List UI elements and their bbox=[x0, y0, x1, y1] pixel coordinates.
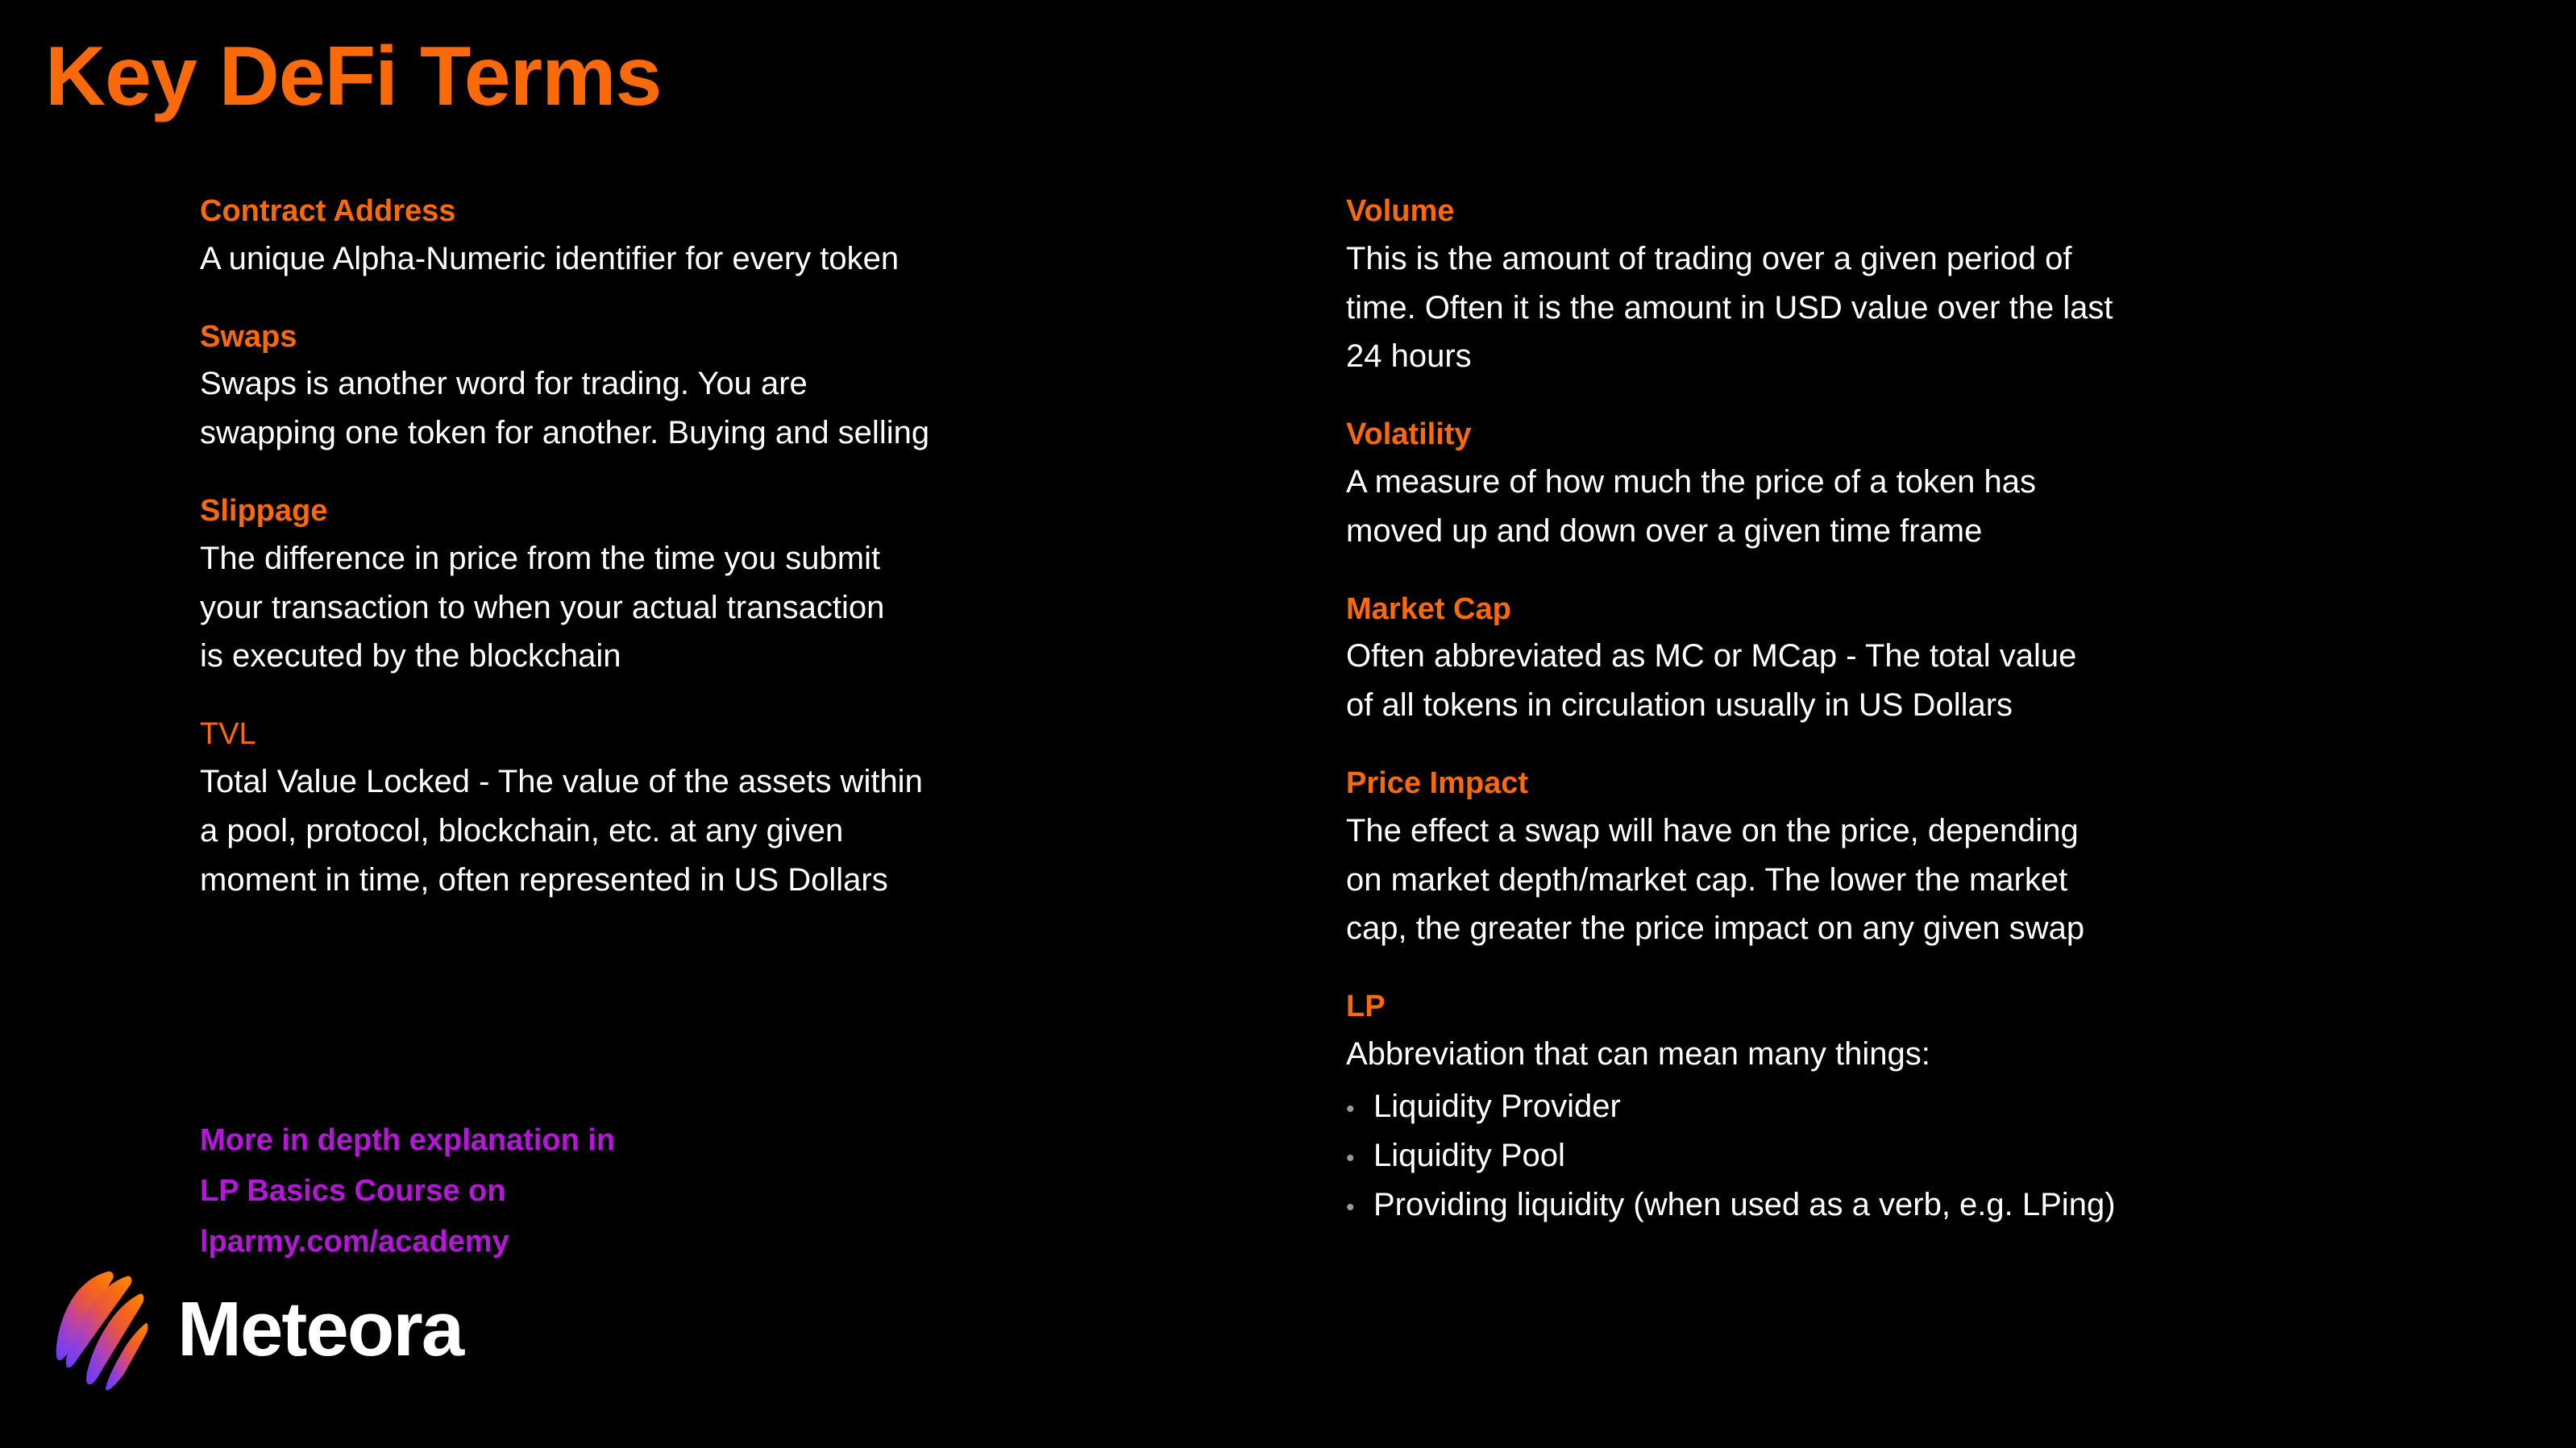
term-body bbox=[200, 534, 1080, 681]
term-body-line: moved up and down over a given time frame bbox=[1346, 512, 1983, 549]
bullet-dot-icon: • bbox=[1346, 1095, 1355, 1122]
term-heading: Market Cap bbox=[1346, 591, 1511, 626]
bullet-dot-icon: • bbox=[1346, 1193, 1355, 1221]
term-heading: Contract Address bbox=[200, 194, 456, 228]
list-item bbox=[1346, 1180, 2160, 1230]
term-heading: Swaps bbox=[200, 319, 297, 354]
meteora-comet-icon bbox=[50, 1269, 148, 1390]
promo-line: LP Basics Course on bbox=[200, 1174, 506, 1209]
term-body-line: a pool, protocol, blockchain, etc. at any given bbox=[200, 812, 844, 848]
term-contract-address bbox=[200, 193, 1080, 284]
term-body-line: moment in time, often represented in US Dollars bbox=[200, 861, 888, 898]
page-title: Key DeFi Terms bbox=[45, 30, 662, 123]
right-column bbox=[1080, 193, 2160, 1229]
term-body-line: A measure of how much the price of a token has bbox=[1346, 464, 2037, 500]
term-body-line: of all tokens in circulation usually in US Dollars bbox=[1346, 687, 2013, 724]
list-item-label: Liquidity Provider bbox=[1373, 1088, 1621, 1124]
list-item-label: Providing liquidity (when used as a verb, e.g. LPing) bbox=[1373, 1186, 2116, 1222]
left-column bbox=[0, 193, 1080, 1229]
list-item-label: Liquidity Pool bbox=[1373, 1137, 1565, 1173]
term-body-line: cap, the greater the price impact on any given swap bbox=[1346, 911, 2085, 947]
term-body-line: your transaction to when your actual transaction bbox=[200, 589, 885, 625]
list-item bbox=[1346, 1082, 2160, 1131]
term-body-line: This is the amount of trading over a given period of bbox=[1346, 240, 2072, 276]
term-body bbox=[1346, 458, 2160, 556]
promo-line: More in depth explanation in bbox=[200, 1123, 616, 1157]
term-body-line: swapping one token for another. Buying and selling bbox=[200, 415, 930, 451]
term-body bbox=[1346, 807, 2160, 953]
bullet-dot-icon: • bbox=[1346, 1144, 1355, 1172]
term-body-line: on market depth/market cap. The lower the market bbox=[1346, 861, 2068, 898]
term-body-line: 24 hours bbox=[1346, 338, 1472, 375]
term-body bbox=[200, 234, 1080, 284]
term-body bbox=[200, 757, 1080, 904]
term-slippage bbox=[200, 493, 1080, 681]
term-body-line: Total Value Locked - The value of the assets within bbox=[200, 764, 923, 800]
term-heading: Price Impact bbox=[1346, 766, 1528, 801]
term-swaps bbox=[200, 319, 1080, 458]
term-body-line: The effect a swap will have on the price, depending bbox=[1346, 812, 2079, 848]
promo-link-url[interactable]: lparmy.com/academy bbox=[200, 1225, 509, 1259]
list-item bbox=[1346, 1131, 2160, 1180]
term-heading: Volume bbox=[1346, 194, 1455, 228]
term-market-cap bbox=[1346, 591, 2160, 730]
term-body bbox=[1346, 1030, 2160, 1079]
term-body bbox=[1346, 632, 2160, 730]
term-heading: TVL bbox=[200, 717, 256, 752]
term-body-line: A unique Alpha-Numeric identifier for every token bbox=[200, 240, 900, 276]
term-volatility bbox=[1346, 417, 2160, 555]
term-tvl bbox=[200, 716, 1080, 904]
term-body-line: is executed by the blockchain bbox=[200, 638, 621, 674]
term-heading: Slippage bbox=[200, 494, 328, 529]
brand-footer bbox=[50, 1269, 463, 1390]
term-heading: LP bbox=[1346, 990, 1386, 1024]
lp-meanings-list bbox=[1346, 1082, 2160, 1229]
term-body bbox=[1346, 234, 2160, 381]
term-body bbox=[200, 359, 1080, 458]
term-heading: Volatility bbox=[1346, 417, 1472, 452]
term-body-line: Often abbreviated as MC or MCap - The total value bbox=[1346, 638, 2077, 674]
academy-promo[interactable] bbox=[200, 1115, 615, 1268]
term-body-line: time. Often it is the amount in USD value over the last bbox=[1346, 289, 2113, 326]
term-body-line: The difference in price from the time you submit bbox=[200, 540, 881, 576]
term-body-line: Abbreviation that can mean many things: bbox=[1346, 1036, 1930, 1073]
term-volume bbox=[1346, 193, 2160, 381]
term-price-impact bbox=[1346, 765, 2160, 953]
brand-wordmark: Meteora bbox=[177, 1286, 463, 1372]
terms-columns bbox=[0, 193, 2576, 1229]
term-lp bbox=[1346, 989, 2160, 1229]
term-body-line: Swaps is another word for trading. You are bbox=[200, 366, 808, 402]
